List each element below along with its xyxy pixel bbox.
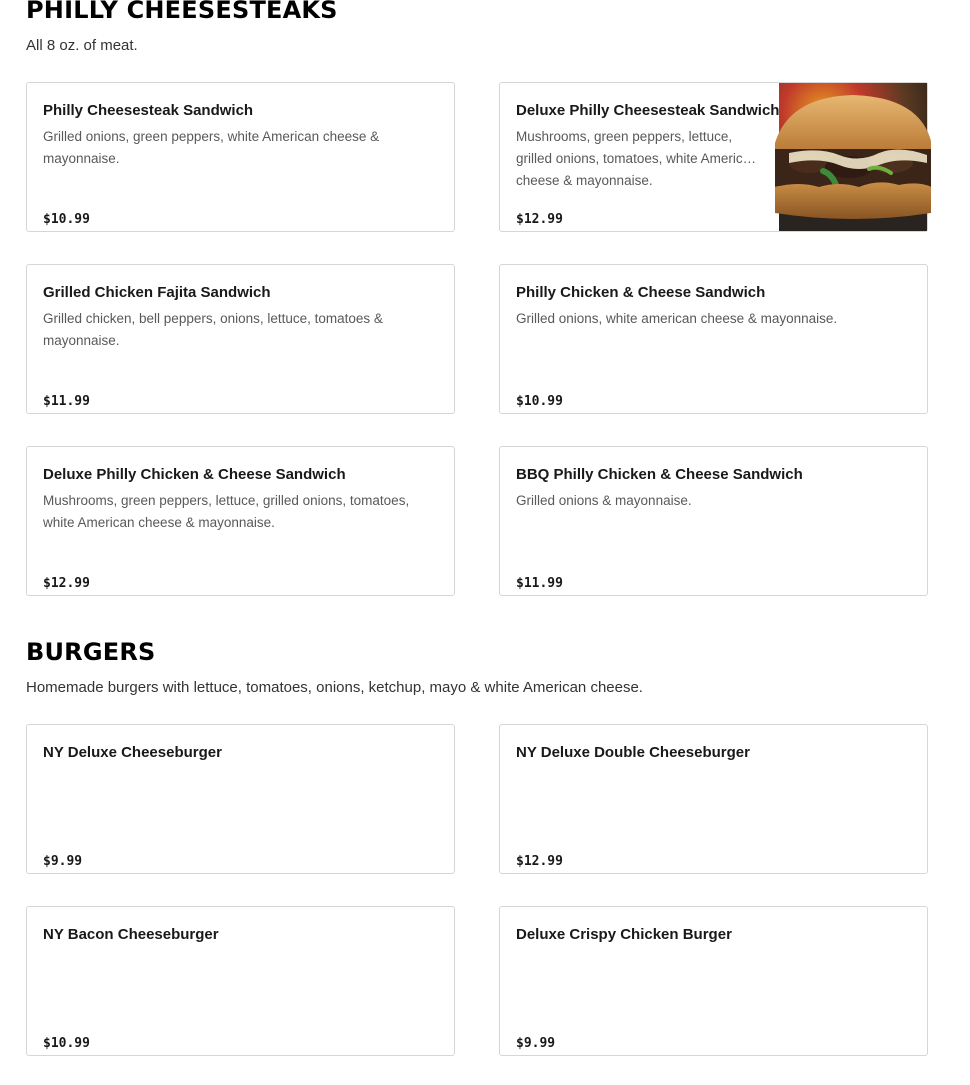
item-description: Grilled onions, white american cheese & mayonnaise.	[516, 311, 838, 326]
menu-grid-philly	[26, 82, 928, 596]
item-price: $9.99	[43, 854, 83, 869]
item-name: NY Deluxe Cheeseburger	[43, 744, 222, 761]
item-price: $12.99	[516, 854, 563, 869]
item-name: BBQ Philly Chicken & Cheese Sandwich	[516, 466, 803, 483]
item-price: $9.99	[516, 1036, 556, 1051]
menu-item-card[interactable]	[26, 82, 455, 232]
item-price: $11.99	[516, 576, 563, 591]
menu-item-card[interactable]	[26, 906, 455, 1056]
item-price: $10.99	[43, 212, 90, 227]
item-name: Deluxe Philly Cheesesteak Sandwich	[516, 102, 780, 119]
item-name: NY Deluxe Double Cheeseburger	[516, 744, 750, 761]
section-description: All 8 oz. of meat.	[26, 37, 138, 54]
item-name: Grilled Chicken Fajita Sandwich	[43, 284, 271, 301]
item-name: Deluxe Crispy Chicken Burger	[516, 926, 732, 943]
item-name: Philly Cheesesteak Sandwich	[43, 102, 254, 119]
item-name: Deluxe Philly Chicken & Cheese Sandwich	[43, 466, 346, 483]
item-description: Mushrooms, green peppers, lettuce, grilled onions, tomatoes, white American cheese & mayonnaise.	[43, 493, 410, 530]
menu-item-card[interactable]	[499, 264, 928, 414]
section-title: PHILLY CHEESESTEAKS	[26, 0, 338, 24]
item-description	[516, 950, 911, 994]
item-description	[516, 768, 911, 812]
menu-grid-burgers	[26, 724, 928, 1056]
section-description: Homemade burgers with lettuce, tomatoes, onions, ketchup, mayo & white American cheese.	[26, 679, 643, 696]
item-description: Grilled chicken, bell peppers, onions, lettuce, tomatoes & mayonnaise.	[43, 311, 383, 348]
item-name: NY Bacon Cheeseburger	[43, 926, 219, 943]
menu-item-card[interactable]	[499, 906, 928, 1056]
section-burgers	[26, 638, 928, 698]
item-price: $12.99	[43, 576, 90, 591]
menu-item-card[interactable]	[26, 264, 455, 414]
section-philly-cheesesteaks	[26, 0, 928, 56]
menu-item-card[interactable]	[499, 82, 928, 232]
item-price: $12.99	[516, 212, 563, 227]
item-description	[43, 768, 438, 812]
item-description: Grilled onions & mayonnaise.	[516, 493, 692, 508]
menu-item-card[interactable]	[499, 446, 928, 596]
menu-item-card[interactable]	[499, 724, 928, 874]
section-title: BURGERS	[26, 638, 156, 666]
item-description: Mushrooms, green peppers, lettuce, grilled onions, tomatoes, white American cheese & mayonnaise.	[516, 129, 758, 188]
item-price: $10.99	[516, 394, 563, 409]
item-description	[43, 950, 438, 994]
item-price: $11.99	[43, 394, 90, 409]
item-price: $10.99	[43, 1036, 90, 1051]
item-description: Grilled onions, green peppers, white American cheese & mayonnaise.	[43, 129, 380, 166]
item-name: Philly Chicken & Cheese Sandwich	[516, 284, 766, 301]
cheesesteak-photo	[779, 83, 927, 231]
menu-item-card[interactable]	[26, 446, 455, 596]
menu-item-card[interactable]	[26, 724, 455, 874]
